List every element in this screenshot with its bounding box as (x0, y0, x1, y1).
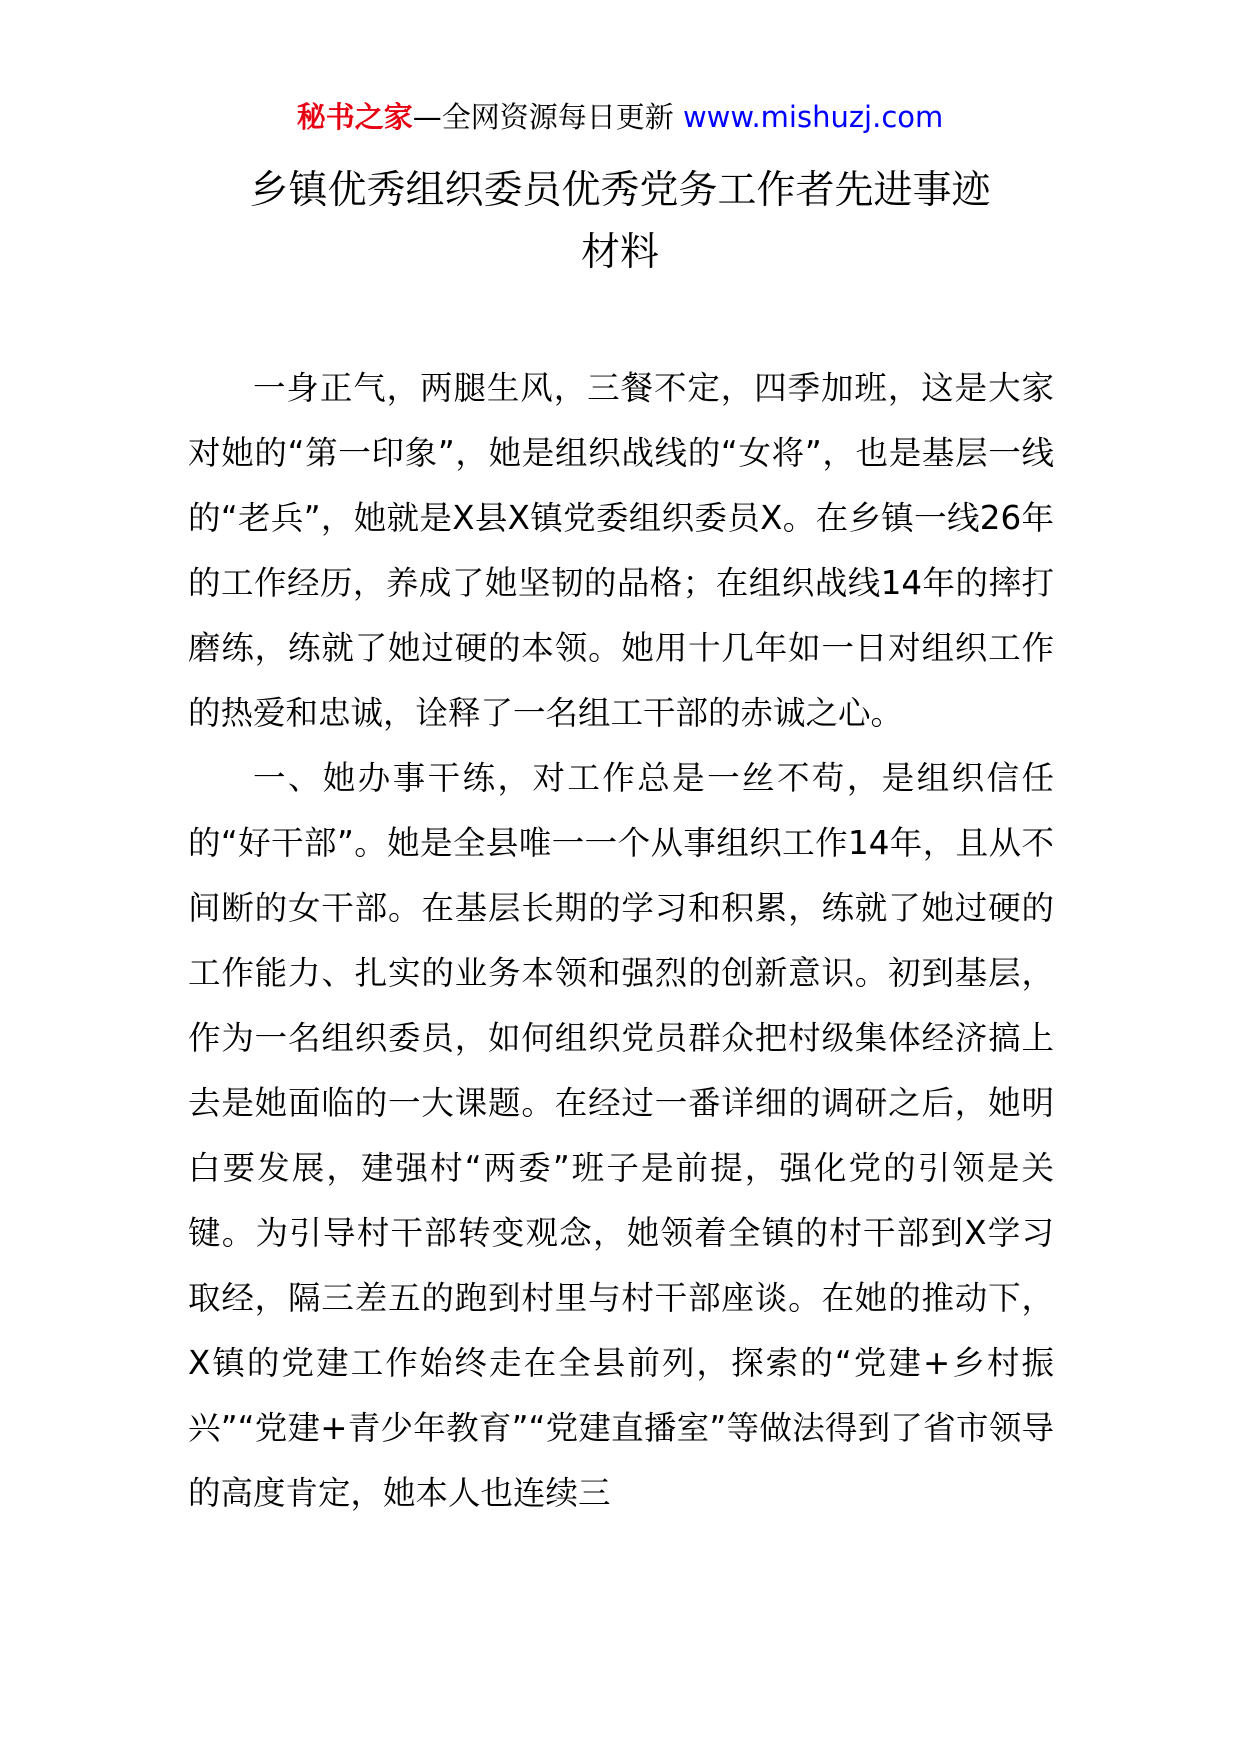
document-title (200, 160, 1040, 284)
document-body (188, 356, 1054, 1526)
body-paragraph-2 (188, 746, 1054, 1526)
site-tagline: —全网资源每日更新 (412, 100, 683, 134)
document-title-line-1: 乡镇优秀组织委员优秀党务工作者先进事迹 (249, 168, 991, 213)
site-header (0, 98, 1240, 136)
section-heading-1: 一、她办事干练，对工作总是一丝不苟，是组织信任的“好干部”。 (188, 759, 1054, 862)
paragraph-2-text: 她是全县唯一一个从事组织工作14年，且从不间断的女干部。在基层长期的学习和积累，练就了她过硬的工作能力、扎实的业务本领和强烈的创新意识。初到基层，作为一名组织委员，如何组织党员群众把村级集体经济搞上去是她面临的一大课题。在经过一番详细的调研之后，她明白要发展，建强村“两委”班子是前提，强化党的引领是关键。为引导村干部转变观念，她领着全镇的村干部到X学习取经，隔三差五的跑到村里与村干部座谈。在她的推动下，X镇的党建工作始终走在全县前列，探索的“党建+乡村振兴”“党建+青少年教育”“党建直播室”等做法得到了省市领导的高度肯定，她本人也连续三 (188, 824, 1054, 1512)
paragraph-1-text: 一身正气，两腿生风，三餐不定，四季加班，这是大家对她的“第一印象”，她是组织战线的“女将”，也是基层一线的“老兵”，她就是X县X镇党委组织委员X。在乡镇一线26年的工作经历，养成了她坚韧的品格；在组织战线14年的摔打磨练，练就了她过硬的本领。她用十几年如一日对组织工作的热爱和忠诚，诠释了一名组工干部的赤诚之心。 (188, 369, 1054, 732)
site-url-link[interactable]: www.mishuzj.com (682, 100, 944, 134)
document-title-line-2: 材料 (580, 230, 659, 275)
site-brand: 秘书之家 (296, 100, 413, 134)
body-paragraph-1 (188, 356, 1054, 746)
